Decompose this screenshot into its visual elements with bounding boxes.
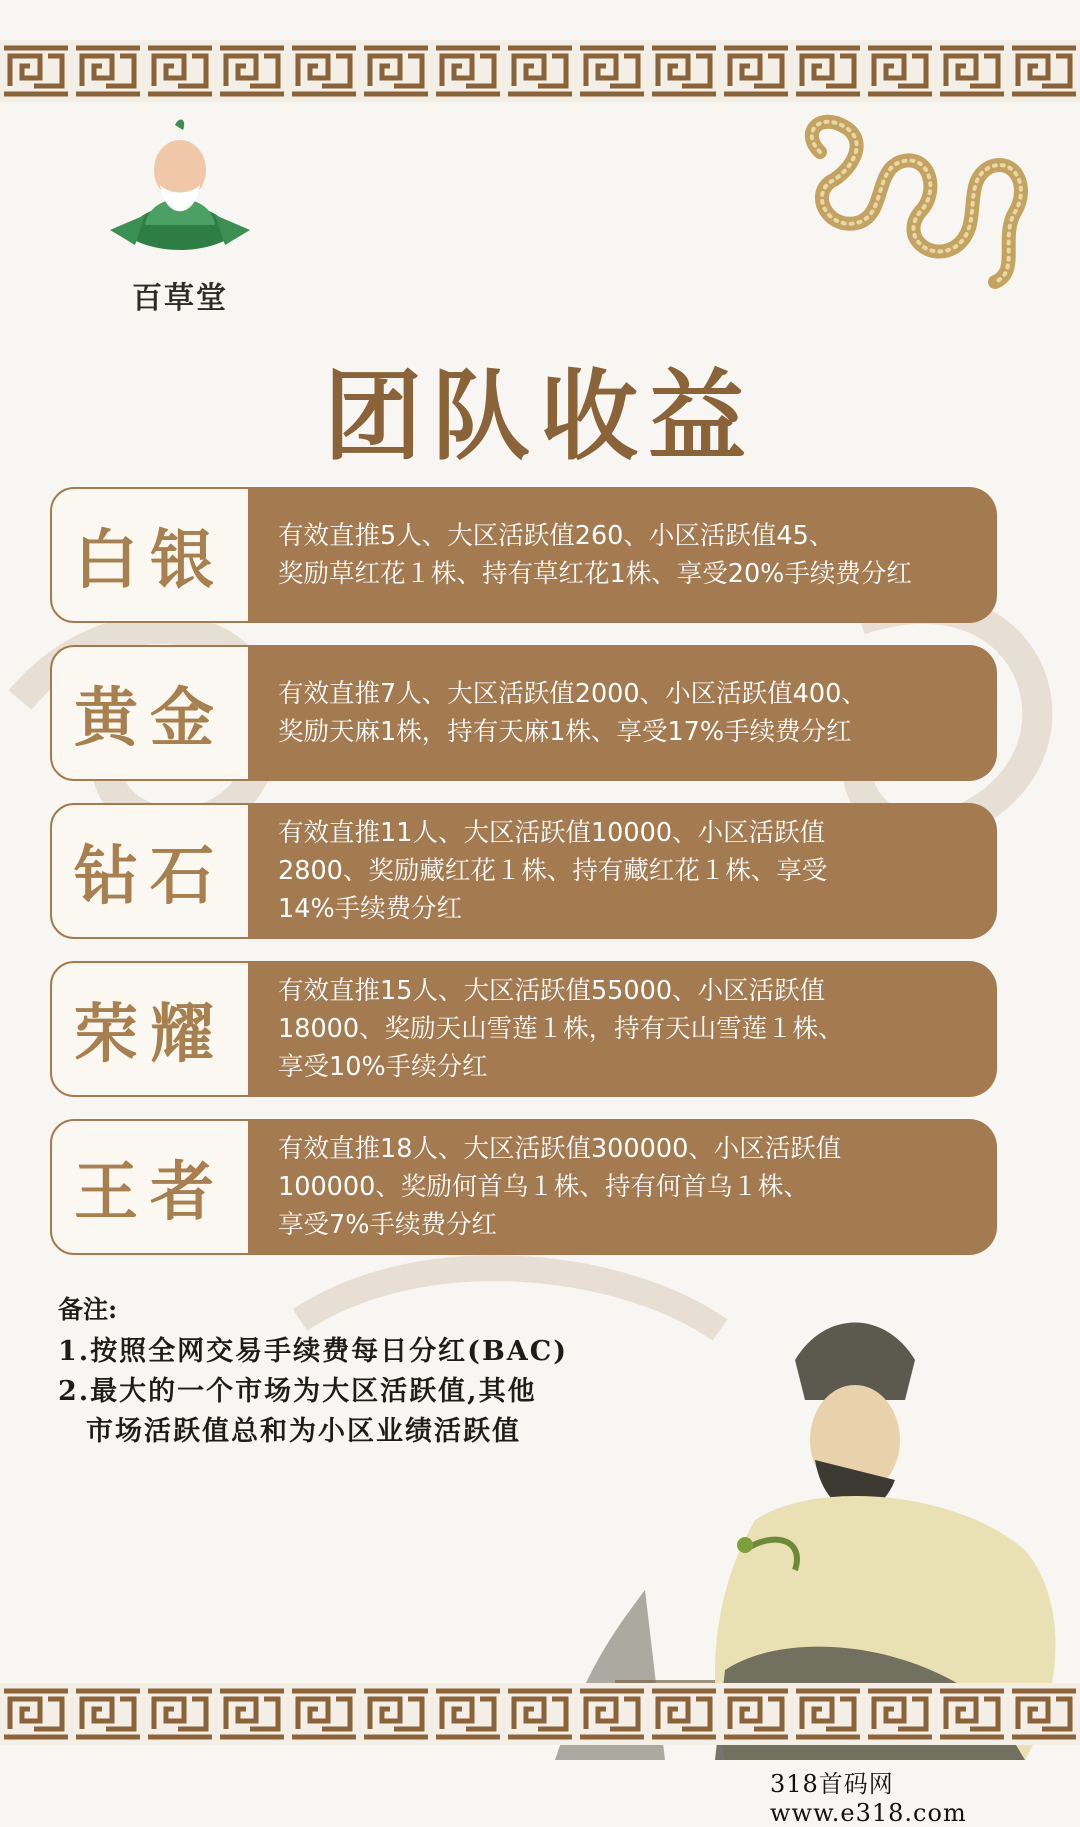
tier-name: 荣耀 [50, 961, 250, 1097]
watermark: 318首码网 www.e318.com [770, 1770, 967, 1827]
tier-description [250, 487, 997, 623]
note-line: 1.按照全网交易手续费每日分红(BAC) [58, 1336, 568, 1367]
tier-name: 王者 [50, 1119, 250, 1255]
dragon-ornament [790, 112, 1035, 292]
tier-row [50, 961, 997, 1097]
dragon-icon [790, 112, 1035, 292]
page-title: 团队收益 [323, 360, 756, 474]
tier-description [250, 1119, 997, 1255]
tier-line: 奖励天麻1株，持有天麻1株、享受17%手续费分红 [278, 717, 852, 747]
bottom-border [0, 1683, 1080, 1745]
tier-list [50, 487, 997, 1277]
tier-description [250, 645, 997, 781]
tier-row [50, 645, 997, 781]
tier-line: 18000、奖励天山雪莲１株，持有天山雪莲１株、 [278, 1014, 844, 1044]
tier-description [250, 803, 997, 939]
tier-line: 有效直推15人、大区活跃值55000、小区活跃值 [278, 976, 826, 1006]
note-line: 2.最大的一个市场为大区活跃值,其他 [58, 1376, 537, 1407]
tier-line: 有效直推11人、大区活跃值10000、小区活跃值 [278, 818, 826, 848]
tier-line: 有效直推5人、大区活跃值260、小区活跃值45、 [278, 521, 835, 551]
tier-name: 钻石 [50, 803, 250, 939]
tier-line: 2800、奖励藏红花１株、持有藏红花１株、享受 [278, 856, 828, 886]
tier-description [250, 961, 997, 1097]
brand-logo [105, 115, 255, 315]
logo-text: 百草堂 [132, 281, 228, 316]
tier-line: 100000、奖励何首乌１株、持有何首乌１株、 [278, 1172, 809, 1202]
sage-logo-icon [105, 115, 255, 265]
tier-line: 有效直推7人、大区活跃值2000、小区活跃值400、 [278, 679, 867, 709]
tier-line: 有效直推18人、大区活跃值300000、小区活跃值 [278, 1134, 842, 1164]
tier-line: 14%手续费分红 [278, 894, 463, 924]
note-line: 市场活跃值总和为小区业绩活跃值 [86, 1416, 521, 1447]
tier-line: 享受7%手续费分红 [278, 1210, 497, 1240]
tier-row [50, 803, 997, 939]
top-border [0, 40, 1080, 102]
tier-row [50, 487, 997, 623]
tier-name: 白银 [50, 487, 250, 623]
tier-row [50, 1119, 997, 1255]
tier-name: 黄金 [50, 645, 250, 781]
notes-title: 备注: [58, 1295, 118, 1324]
notes-section [58, 1290, 568, 1452]
tier-line: 享受10%手续分红 [278, 1052, 488, 1082]
tier-line: 奖励草红花１株、持有草红花1株、享受20%手续费分红 [278, 559, 912, 589]
